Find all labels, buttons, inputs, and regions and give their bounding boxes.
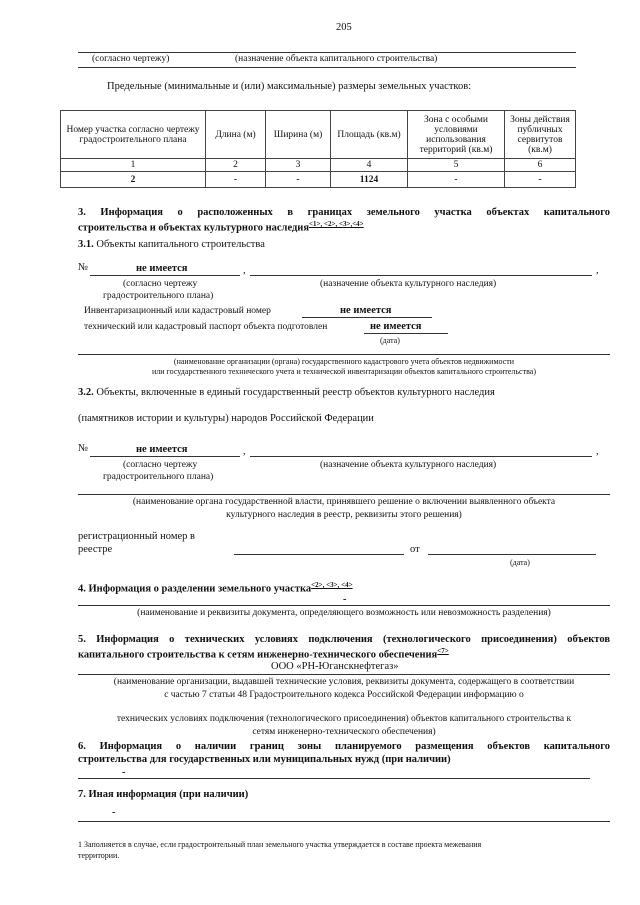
s3-1-passport-value: не имеется xyxy=(370,321,422,332)
s5-heading-line2: капитального строительства к сетям инженерно-технического обеспечения$^{<7>}$ xyxy=(78,647,449,661)
s3-1-passport-rule xyxy=(364,333,448,334)
s3-2-caption-gp: градостроительного плана) xyxy=(103,472,214,482)
s3-1-no-rule xyxy=(90,275,240,276)
page-number: 205 xyxy=(336,22,352,33)
s7-rule xyxy=(78,821,610,822)
s3-2-num: 3.2. xyxy=(78,387,94,398)
s6-heading-line1: 6. Информация о наличии границ зоны планируемого размещения объектов капитального xyxy=(78,741,610,752)
table-number: 2 xyxy=(206,159,266,172)
s3-1-passport-label: технический или кадастровый паспорт объекта подготовлен xyxy=(84,322,328,332)
table-cell: 1124 xyxy=(331,172,408,188)
table-number: 4 xyxy=(331,159,408,172)
table-number: 3 xyxy=(266,159,331,172)
s3-2-authority-caption-2: культурного наследия в реестр, реквизиты этого решения) xyxy=(226,510,462,520)
table-header: Длина (м) xyxy=(206,111,266,159)
s3-1-inventory-label: Инвентаризационный или кадастровый номер xyxy=(84,306,271,316)
table-header: Номер участка согласно чертежу градостроительного плана xyxy=(61,111,206,159)
footnote-1: 1 Заполняется в случае, если градостроительный план земельного участка утверждается в составе проекта межевания xyxy=(78,840,482,849)
s7-dash: - xyxy=(112,807,116,818)
s3-2-title: Объекты, включенные в единый государственный реестр объектов культурного наследия xyxy=(96,387,495,398)
footnote-2: территории. xyxy=(78,851,120,860)
s4-caption: (наименование и реквизиты документа, определяющего возможность или невозможность разделения) xyxy=(137,608,551,618)
s4-rule xyxy=(78,605,610,606)
s5-caption-1: (наименование организации, выдавшей технические условия, реквизиты документа, содержащего в соответствии xyxy=(113,677,575,687)
s3-1-no-sign: № xyxy=(78,262,89,273)
s6-dash: - xyxy=(122,767,126,778)
s5-refs: <7> xyxy=(437,647,449,655)
limits-title: Предельные (минимальные и (или) максимальные) размеры земельных участков: xyxy=(107,81,472,92)
s3-2-caption-drawing: (согласно чертежу xyxy=(123,460,198,470)
s7-heading: 7. Иная информация (при наличии) xyxy=(78,789,249,800)
top-rule-2 xyxy=(78,67,576,68)
top-right-caption: (назначение объекта капитального строительства) xyxy=(235,54,438,64)
table-number: 6 xyxy=(505,159,576,172)
s3-heading-line2: строительства и объектах культурного наследия$^{<1>, <2>, <3>,<4>}$ xyxy=(78,220,364,234)
plot-sizes-table xyxy=(60,110,576,188)
s4-dash: - xyxy=(343,594,347,605)
table-header: Зоны действия публичных сервитутов (кв.м) xyxy=(505,111,576,159)
s5-rule xyxy=(78,674,610,675)
s3-2-authority-caption-1: (наименование органа государственной власти, принявшего решение о включении выявленного объекта xyxy=(132,497,556,507)
table-number: 5 xyxy=(408,159,505,172)
top-rule xyxy=(78,52,576,53)
s3-2-from-label: от xyxy=(410,544,420,555)
table-cell: - xyxy=(505,172,576,188)
s3-2-reg-label-1: регистрационный номер в xyxy=(78,531,195,542)
s3-1-inventory-value: не имеется xyxy=(340,305,392,316)
s3-2-authority-rule xyxy=(78,494,610,495)
s5-caption-4: сетям инженерно-технического обеспечения) xyxy=(252,727,436,737)
s3-1-date-caption: (дата) xyxy=(380,336,400,345)
s4-heading: 4. Информация о разделении земельного участка$^{<2>, <3>, <4>}$ xyxy=(78,581,353,595)
s6-heading-line2: строительства для государственных или муниципальных нужд (при наличии) xyxy=(78,754,451,765)
table-header: Площадь (кв.м) xyxy=(331,111,408,159)
s3-heading-line1: 3. Информация о расположенных в границах земельного участка объектах капитального xyxy=(78,207,610,218)
s3-2-title-2: (памятников истории и культуры) народов Российской Федерации xyxy=(78,413,374,424)
s3-heading-refs: <1>, <2>, <3>,<4> xyxy=(309,220,364,228)
s3-1-inventory-rule xyxy=(302,317,432,318)
s3-1-purpose-rule xyxy=(250,275,592,276)
s3-2-no-rule xyxy=(90,456,240,457)
s3-2-not-available: не имеется xyxy=(136,444,188,455)
s3-1-caption-purpose: (назначение объекта культурного наследия) xyxy=(320,279,497,289)
s3-2-caption-purpose: (назначение объекта культурного наследия) xyxy=(320,460,497,470)
s3-1-org-caption-2: или государственного технического учета и технической инвентаризации объектов капитального строительства) xyxy=(151,367,536,376)
s3-1-caption-drawing: (согласно чертежу xyxy=(123,279,198,289)
s6-rule xyxy=(78,778,590,779)
table-header: Ширина (м) xyxy=(266,111,331,159)
s5-heading-line1: 5. Информация о технических условиях подключения (технологического присоединения) объектов xyxy=(78,634,610,645)
s3-2-purpose-rule xyxy=(250,456,592,457)
table-cell: - xyxy=(408,172,505,188)
table-number: 1 xyxy=(61,159,206,172)
s3-1-title: Объекты капитального строительства xyxy=(96,239,265,250)
s3-1-caption-gp: градостроительного плана) xyxy=(103,291,214,301)
s5-caption-2: с частью 7 статьи 48 Градостроительного кодекса Российской Федерации информацию о xyxy=(164,690,524,700)
table-cell: 2 xyxy=(61,172,206,188)
s3-2-no-sign: № xyxy=(78,443,89,454)
s3-2-reg-label-2: реестре xyxy=(78,544,113,555)
s5-caption-3: технических условиях подключения (технологического присоединения) объектов капитального строительства к xyxy=(116,714,572,724)
s5-org-value: ООО «РН-Юганскнефтегаз» xyxy=(271,661,399,672)
s3-1-org-rule xyxy=(78,354,610,355)
s4-refs: <2>, <3>, <4> xyxy=(311,581,353,589)
s3-2-date-caption: (дата) xyxy=(510,558,530,567)
s3-1-num: 3.1. xyxy=(78,239,94,250)
s3-2-date-rule xyxy=(428,554,596,555)
top-left-caption: (согласно чертежу) xyxy=(92,54,170,64)
s3-1-org-caption-1: (наименование организации (органа) государственного кадастрового учета объектов недвижимости xyxy=(173,357,515,366)
table-header: Зона с особыми условиями использования территорий (кв.м) xyxy=(408,111,505,159)
table-cell: - xyxy=(206,172,266,188)
s3-1-not-available: не имеется xyxy=(136,263,188,274)
s3-2-reg-rule xyxy=(234,554,404,555)
table-cell: - xyxy=(266,172,331,188)
